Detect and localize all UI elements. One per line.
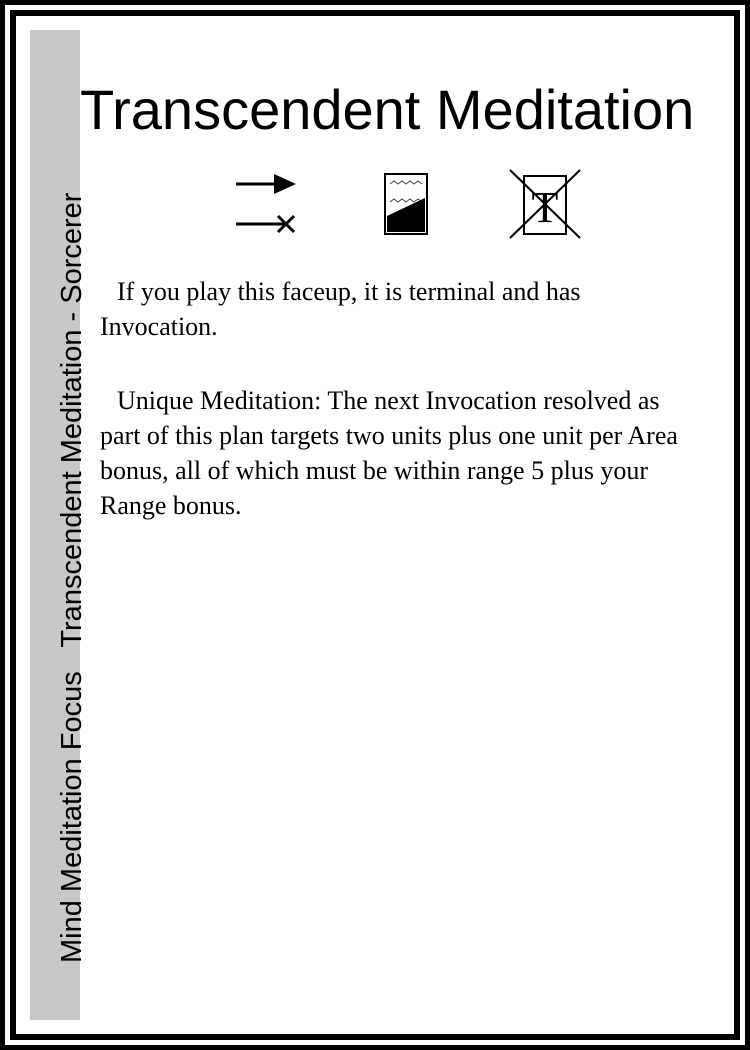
no-t-icon <box>508 168 584 240</box>
t-glyph: T <box>531 183 559 232</box>
terminal-arrows-icon <box>234 170 300 236</box>
arrow-head <box>274 174 296 194</box>
card-title: Transcendent Meditation <box>80 78 695 141</box>
rules-paragraph-1: If you play this faceup, it is terminal and has Invocation. <box>100 277 581 341</box>
rules-paragraph-2: Unique Meditation: The next Invocation resolved as part of this plan targets two units plus one unit per Area bonus, all of which must be within range 5 plus your Range bonus. <box>100 386 678 520</box>
rules-text <box>100 274 700 562</box>
deck-card-icon <box>382 172 430 236</box>
side-label: Mind Meditation Focus Transcendent Meditation - Sorcerer <box>56 192 88 963</box>
